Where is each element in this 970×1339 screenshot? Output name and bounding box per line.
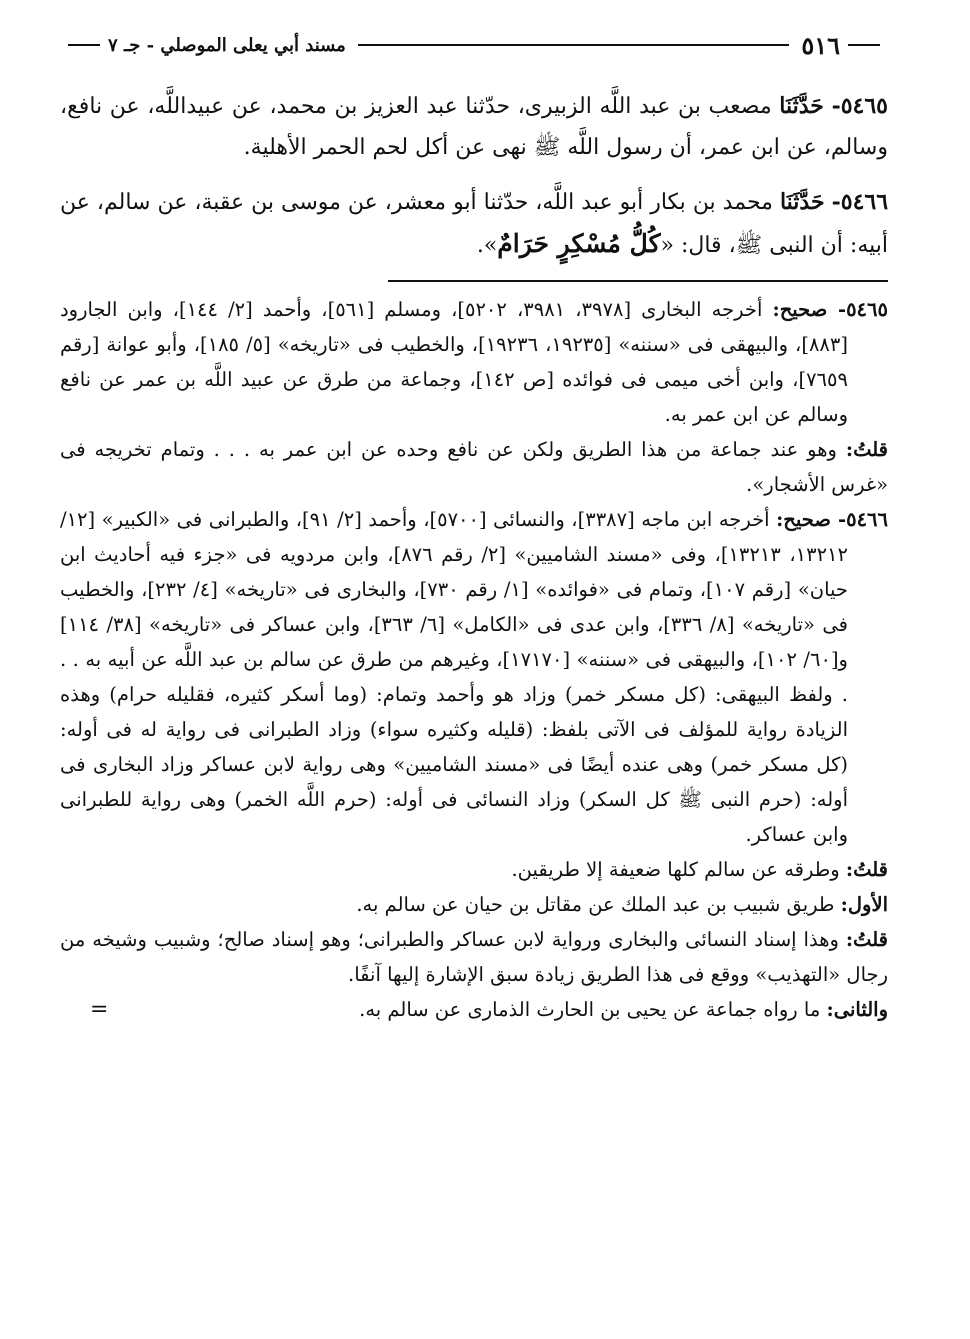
- hadith-number: ٥٤٦٥-: [831, 93, 888, 119]
- continuation-mark: =: [90, 997, 109, 1022]
- header-dash: [848, 44, 880, 46]
- footnote-5466-first: [60, 887, 888, 922]
- footnote-text: أخرجه البخارى [٣٩٧٨، ٣٩٨١، ٥٢٠٢]، ومسلم [٥٦١]، وأحمد [٢/ ١٤٤]، وابن الجارود [٨٨٣]، والبيهقى فى «سننه» [١٩٢٣٥، ١٩٢٣٦]، والخطيب فى «تاريخه» [٥/ ١٨٥]، وأبو عوانة [رقم ٧٦٥٩]، وابن أخى ميمى فى فوائده [ص ١٤٢]، وجماعة من طرق عن عبيد اللَّه بن عمر عن نافع وسالم عن ابن عمر به.: [60, 298, 848, 426]
- footnote-label: ٥٤٦٥- صحيح:: [772, 298, 888, 321]
- qultu-label: قلتُ:: [845, 858, 888, 881]
- hadith-tail: ».: [476, 233, 498, 258]
- first-text: طريق شبيب بن عبد الملك عن مقاتل بن حيان عن سالم به.: [356, 893, 835, 916]
- qultu-text: وهو عند جماعة من هذا الطريق ولكن عن نافع وحده عن ابن عمر به . . . وتمام تخريجه فى «غرس الأشجار».: [60, 438, 888, 496]
- page-number: ٥١٦: [801, 30, 840, 60]
- qultu-text: وهذا إسناد النسائى والبخارى ورواية لابن عساكر والطبرانى؛ وهو إسناد صالح؛ وشبيب وشيخه من رجال «التهذيب» ووقع فى هذا الطريق زيادة سبق الإشارة إليها آنفًا.: [60, 928, 888, 986]
- qultu-label: قلتُ:: [845, 438, 888, 461]
- second-label: والثانى:: [826, 998, 888, 1021]
- footnote-5465-note: [60, 432, 888, 502]
- header-rule: [358, 44, 790, 46]
- second-text: ما رواه جماعة عن يحيى بن الحارث الذمارى عن سالم به.: [359, 998, 821, 1021]
- footnote-text: أخرجه ابن ماجه [٣٣٨٧]، والنسائى [٥٧٠٠]، وأحمد [٢/ ٩١]، والطبرانى فى «الكبير» [١٢/ ١٣٢١٢، ١٣٢١٣]، وفى «مسند الشاميين» [٢/ رقم ٨٧٦]، وابن مردويه فى «جزء فيه أحاديث ابن حيان» [رقم ١٠٧]، وتمام فى «فوائده» [١/ رقم ٧٣٠]، والبخارى فى «تاريخه» [٤/ ٢٣٢]، والخطيب فى «تاريخه» [٨/ ٣٣٦]، وابن عدى فى «الكامل» [٦/ ٣٦٣]، وابن عساكر فى «تاريخه» [٣٨/ ١١٤] و[٦٠/ ١٠٢]، والبيهقى فى «سننه» [١٧١٧٠]، وغيرهم من طرق عن سالم بن عبد اللَّه عن أبيه به . . . ولفظ البيهقى: (كل مسكر خمر) وزاد هو وأحمد وتمام: (وما أسكر كثيره، فقليله حرام) وهذه الزيادة رواية للمؤلف فى الآتى بلفظ: (قليله وكثيره سواء) وزاد الطبرانى فى رواية له فى أوله: (كل مسكر خمر) وهى عنده أيضًا فى «مسند الشاميين» وهى رواية لابن عساكر وزاد البخارى فى أوله: (حرم النبى ﷺ كل السكر) وزاد النسائى فى أوله: (حرم اللَّه الخمر) وهى رواية للطبرانى وابن عساكر.: [60, 508, 848, 846]
- hadith-tahdith: حَدَّثَنَا: [779, 93, 824, 119]
- footnote-label: ٥٤٦٦- صحيح:: [776, 508, 889, 531]
- footnote-5466-second: [60, 992, 888, 1027]
- hadith-text: محمد بن بكار أبو عبد اللَّه، حدّثنا أبو معشر، عن موسى بن عقبة، عن سالم، عن أبيه: أن النبى ﷺ، قال: «: [60, 190, 888, 258]
- running-title: مسند أبي يعلى الموصلي - جـ ٧: [108, 34, 346, 56]
- hadith-5465: [60, 86, 888, 168]
- book-page: [60, 30, 888, 1027]
- footnote-5466-note-2: [60, 922, 888, 992]
- hadith-number: ٥٤٦٦-: [831, 189, 889, 215]
- hadith-tahdith: حَدَّثَنَا: [779, 189, 825, 215]
- qultu-text: وطرقه عن سالم كلها ضعيفة إلا طريقين.: [511, 858, 840, 881]
- footnote-separator: [388, 280, 888, 282]
- footnote-5465: [60, 292, 888, 432]
- qultu-label: قلتُ:: [845, 928, 888, 951]
- footnote-5466-note-1: [60, 852, 888, 887]
- first-label: الأول:: [840, 893, 888, 916]
- hadith-matn: كُلُّ مُسْكِرٍ حَرَامٌ: [497, 229, 661, 258]
- hadith-text: مصعب بن عبد اللَّه الزبيرى، حدّثنا عبد العزيز بن محمد، عن عبيداللَّه، عن نافع، وسالم، عن ابن عمر، أن رسول اللَّه ﷺ نهى عن أكل لحم الحمر الأهلية.: [60, 94, 888, 160]
- footnote-5466: [60, 502, 888, 852]
- running-header: [60, 30, 888, 60]
- hadith-5466: [60, 182, 888, 266]
- header-dash: [68, 44, 100, 46]
